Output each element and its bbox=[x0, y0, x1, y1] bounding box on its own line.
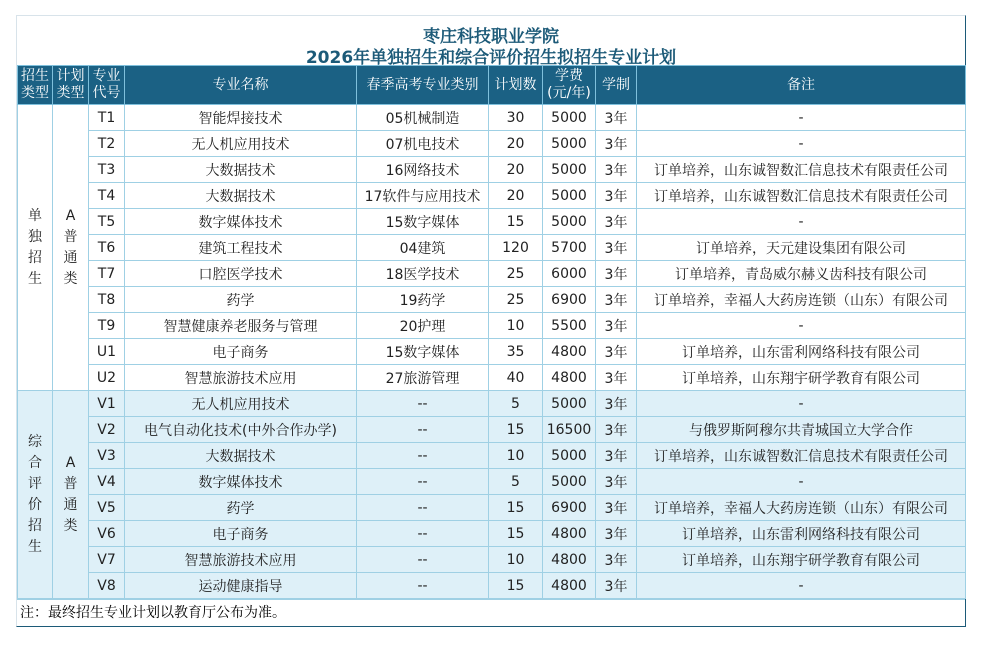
header-duration: 学制 bbox=[596, 66, 637, 105]
count-cell: 10 bbox=[489, 547, 543, 573]
category-cell: 18医学技术 bbox=[357, 261, 489, 287]
category-cell: 04建筑 bbox=[357, 235, 489, 261]
remark-cell: 订单培养，山东翔宇研学教育有限公司 bbox=[637, 365, 966, 391]
fee-cell: 5000 bbox=[543, 443, 596, 469]
remark-cell: 订单培养，山东诚智数汇信息技术有限责任公司 bbox=[637, 183, 966, 209]
code-cell: V4 bbox=[89, 469, 125, 495]
remark-cell: 订单培养，幸福人大药房连锁（山东）有限公司 bbox=[637, 287, 966, 313]
admission-type-cell: 单独招生 bbox=[18, 105, 53, 391]
table-row bbox=[18, 573, 966, 599]
code-cell: T7 bbox=[89, 261, 125, 287]
fee-cell: 4800 bbox=[543, 573, 596, 599]
category-cell: 27旅游管理 bbox=[357, 365, 489, 391]
code-cell: U2 bbox=[89, 365, 125, 391]
count-cell: 10 bbox=[489, 443, 543, 469]
fee-cell: 5000 bbox=[543, 469, 596, 495]
fee-cell: 5000 bbox=[543, 209, 596, 235]
fee-cell: 6900 bbox=[543, 495, 596, 521]
header-category: 春季高考专业类别 bbox=[357, 66, 489, 105]
remark-cell: 订单培养，山东诚智数汇信息技术有限责任公司 bbox=[637, 443, 966, 469]
duration-cell: 3年 bbox=[596, 547, 637, 573]
major-cell: 智慧健康养老服务与管理 bbox=[125, 313, 357, 339]
remark-cell: 与俄罗斯阿穆尔共青城国立大学合作 bbox=[637, 417, 966, 443]
remark-cell: - bbox=[637, 469, 966, 495]
major-cell: 智慧旅游技术应用 bbox=[125, 365, 357, 391]
count-cell: 25 bbox=[489, 287, 543, 313]
category-cell: 05机械制造 bbox=[357, 105, 489, 131]
code-cell: T3 bbox=[89, 157, 125, 183]
category-cell: -- bbox=[357, 469, 489, 495]
category-cell: 07机电技术 bbox=[357, 131, 489, 157]
table-row bbox=[18, 105, 966, 131]
table-row bbox=[18, 417, 966, 443]
count-cell: 20 bbox=[489, 183, 543, 209]
table-row bbox=[18, 131, 966, 157]
count-cell: 15 bbox=[489, 521, 543, 547]
major-cell: 智能焊接技术 bbox=[125, 105, 357, 131]
count-cell: 15 bbox=[489, 573, 543, 599]
code-cell: U1 bbox=[89, 339, 125, 365]
header-admission-type: 招生类型 bbox=[18, 66, 53, 105]
fee-cell: 4800 bbox=[543, 547, 596, 573]
major-cell: 药学 bbox=[125, 287, 357, 313]
header-count: 计划数 bbox=[489, 66, 543, 105]
table-row bbox=[18, 547, 966, 573]
fee-cell: 16500 bbox=[543, 417, 596, 443]
table-row bbox=[18, 157, 966, 183]
remark-cell: 订单培养，天元建设集团有限公司 bbox=[637, 235, 966, 261]
code-cell: V3 bbox=[89, 443, 125, 469]
duration-cell: 3年 bbox=[596, 469, 637, 495]
remark-cell: 订单培养，山东雷利网络科技有限公司 bbox=[637, 521, 966, 547]
table-row bbox=[18, 469, 966, 495]
header-major: 专业名称 bbox=[125, 66, 357, 105]
table-row bbox=[18, 209, 966, 235]
code-cell: V5 bbox=[89, 495, 125, 521]
count-cell: 20 bbox=[489, 157, 543, 183]
table-row bbox=[18, 391, 966, 417]
category-cell: 15数字媒体 bbox=[357, 339, 489, 365]
duration-cell: 3年 bbox=[596, 391, 637, 417]
duration-cell: 3年 bbox=[596, 183, 637, 209]
duration-cell: 3年 bbox=[596, 443, 637, 469]
code-cell: V8 bbox=[89, 573, 125, 599]
remark-cell: 订单培养，青岛威尔赫义齿科技有限公司 bbox=[637, 261, 966, 287]
remark-cell: - bbox=[637, 391, 966, 417]
fee-cell: 6900 bbox=[543, 287, 596, 313]
table-row bbox=[18, 339, 966, 365]
remark-cell: - bbox=[637, 105, 966, 131]
table-row bbox=[18, 443, 966, 469]
duration-cell: 3年 bbox=[596, 417, 637, 443]
major-cell: 电子商务 bbox=[125, 339, 357, 365]
table-row bbox=[18, 521, 966, 547]
table-row bbox=[18, 261, 966, 287]
category-cell: -- bbox=[357, 573, 489, 599]
admission-type-cell: 综合评价招生 bbox=[18, 391, 53, 599]
category-cell: 15数字媒体 bbox=[357, 209, 489, 235]
major-cell: 大数据技术 bbox=[125, 443, 357, 469]
fee-cell: 5000 bbox=[543, 157, 596, 183]
header-remark: 备注 bbox=[637, 66, 966, 105]
remark-cell: 订单培养，山东雷利网络科技有限公司 bbox=[637, 339, 966, 365]
duration-cell: 3年 bbox=[596, 521, 637, 547]
code-cell: V7 bbox=[89, 547, 125, 573]
code-cell: T2 bbox=[89, 131, 125, 157]
duration-cell: 3年 bbox=[596, 573, 637, 599]
major-cell: 药学 bbox=[125, 495, 357, 521]
duration-cell: 3年 bbox=[596, 261, 637, 287]
table-row bbox=[18, 183, 966, 209]
fee-cell: 5500 bbox=[543, 313, 596, 339]
count-cell: 40 bbox=[489, 365, 543, 391]
table-row bbox=[18, 313, 966, 339]
major-cell: 数字媒体技术 bbox=[125, 469, 357, 495]
major-cell: 无人机应用技术 bbox=[125, 131, 357, 157]
count-cell: 25 bbox=[489, 261, 543, 287]
table-row bbox=[18, 365, 966, 391]
category-cell: -- bbox=[357, 521, 489, 547]
header-fee: 学费(元/年) bbox=[543, 66, 596, 105]
remark-cell: - bbox=[637, 131, 966, 157]
major-cell: 电气自动化技术(中外合作办学) bbox=[125, 417, 357, 443]
table-row bbox=[18, 495, 966, 521]
header-plan-type: 计划类型 bbox=[53, 66, 89, 105]
plan-table bbox=[17, 65, 966, 599]
remark-cell: 订单培养，幸福人大药房连锁（山东）有限公司 bbox=[637, 495, 966, 521]
header-code: 专业代号 bbox=[89, 66, 125, 105]
major-cell: 大数据技术 bbox=[125, 183, 357, 209]
code-cell: V6 bbox=[89, 521, 125, 547]
duration-cell: 3年 bbox=[596, 157, 637, 183]
count-cell: 10 bbox=[489, 313, 543, 339]
duration-cell: 3年 bbox=[596, 287, 637, 313]
plan-type-cell: A普通类 bbox=[53, 391, 89, 599]
duration-cell: 3年 bbox=[596, 339, 637, 365]
count-cell: 15 bbox=[489, 209, 543, 235]
plan-title: 2026年单独招生和综合评价招生拟招生专业计划 bbox=[305, 48, 677, 68]
fee-cell: 4800 bbox=[543, 339, 596, 365]
code-cell: T5 bbox=[89, 209, 125, 235]
category-cell: 16网络技术 bbox=[357, 157, 489, 183]
category-cell: -- bbox=[357, 417, 489, 443]
remark-cell: - bbox=[637, 209, 966, 235]
code-cell: V2 bbox=[89, 417, 125, 443]
category-cell: -- bbox=[357, 391, 489, 417]
major-cell: 运动健康指导 bbox=[125, 573, 357, 599]
count-cell: 35 bbox=[489, 339, 543, 365]
fee-cell: 5000 bbox=[543, 105, 596, 131]
count-cell: 5 bbox=[489, 391, 543, 417]
duration-cell: 3年 bbox=[596, 105, 637, 131]
fee-cell: 5700 bbox=[543, 235, 596, 261]
duration-cell: 3年 bbox=[596, 209, 637, 235]
code-cell: T9 bbox=[89, 313, 125, 339]
duration-cell: 3年 bbox=[596, 495, 637, 521]
remark-cell: - bbox=[637, 313, 966, 339]
fee-cell: 5000 bbox=[543, 391, 596, 417]
major-cell: 建筑工程技术 bbox=[125, 235, 357, 261]
count-cell: 120 bbox=[489, 235, 543, 261]
duration-cell: 3年 bbox=[596, 235, 637, 261]
school-name: 枣庄科技职业学院 bbox=[423, 27, 559, 47]
major-cell: 口腔医学技术 bbox=[125, 261, 357, 287]
footnote: 注：最终招生专业计划以教育厅公布为准。 bbox=[17, 599, 965, 624]
category-cell: -- bbox=[357, 495, 489, 521]
count-cell: 5 bbox=[489, 469, 543, 495]
major-cell: 智慧旅游技术应用 bbox=[125, 547, 357, 573]
duration-cell: 3年 bbox=[596, 131, 637, 157]
fee-cell: 6000 bbox=[543, 261, 596, 287]
major-cell: 数字媒体技术 bbox=[125, 209, 357, 235]
major-cell: 大数据技术 bbox=[125, 157, 357, 183]
code-cell: T4 bbox=[89, 183, 125, 209]
count-cell: 20 bbox=[489, 131, 543, 157]
remark-cell: 订单培养，山东翔宇研学教育有限公司 bbox=[637, 547, 966, 573]
document-title bbox=[17, 16, 965, 68]
remark-cell: 订单培养，山东诚智数汇信息技术有限责任公司 bbox=[637, 157, 966, 183]
count-cell: 15 bbox=[489, 495, 543, 521]
table-row bbox=[18, 287, 966, 313]
duration-cell: 3年 bbox=[596, 365, 637, 391]
fee-cell: 5000 bbox=[543, 131, 596, 157]
category-cell: 19药学 bbox=[357, 287, 489, 313]
code-cell: T8 bbox=[89, 287, 125, 313]
plan-type-cell: A普通类 bbox=[53, 105, 89, 391]
count-cell: 30 bbox=[489, 105, 543, 131]
fee-cell: 4800 bbox=[543, 521, 596, 547]
code-cell: T1 bbox=[89, 105, 125, 131]
code-cell: T6 bbox=[89, 235, 125, 261]
fee-cell: 5000 bbox=[543, 183, 596, 209]
major-cell: 电子商务 bbox=[125, 521, 357, 547]
category-cell: 20护理 bbox=[357, 313, 489, 339]
fee-cell: 4800 bbox=[543, 365, 596, 391]
count-cell: 15 bbox=[489, 417, 543, 443]
category-cell: -- bbox=[357, 443, 489, 469]
header-row bbox=[18, 66, 966, 105]
remark-cell: - bbox=[637, 573, 966, 599]
category-cell: -- bbox=[357, 547, 489, 573]
duration-cell: 3年 bbox=[596, 313, 637, 339]
major-cell: 无人机应用技术 bbox=[125, 391, 357, 417]
category-cell: 17软件与应用技术 bbox=[357, 183, 489, 209]
table-row bbox=[18, 235, 966, 261]
code-cell: V1 bbox=[89, 391, 125, 417]
plan-document bbox=[16, 15, 966, 627]
